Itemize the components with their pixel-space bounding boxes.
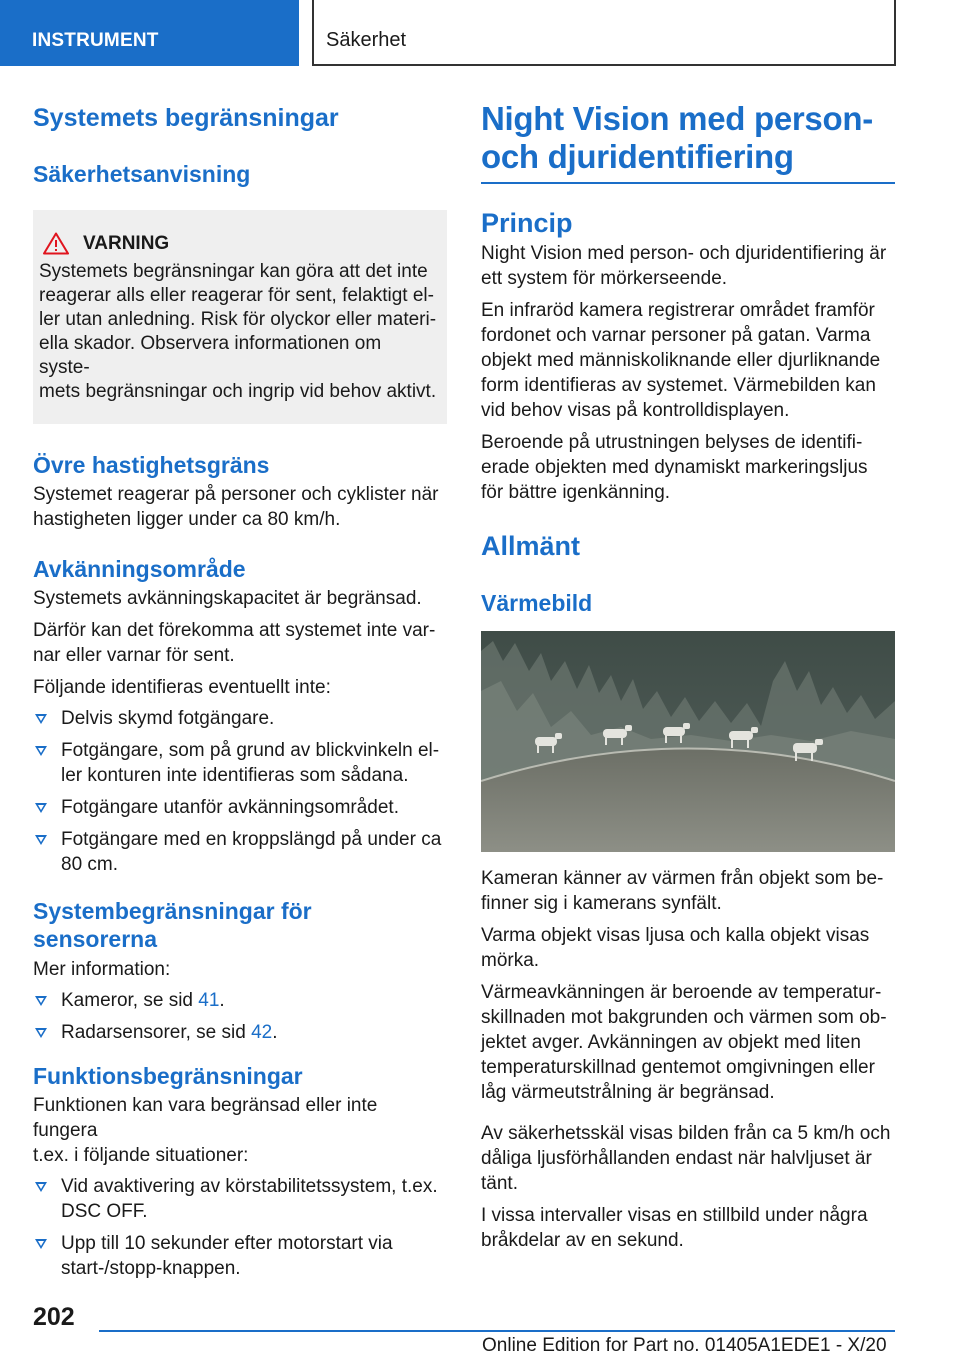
thermal-scene-illustration [481, 631, 895, 852]
image-p1: Kameran känner av värmen från objekt som be- finner sig i kamerans synfält. [481, 868, 884, 914]
function-list [33, 1174, 447, 1281]
warning-header [39, 232, 437, 255]
speed-heading: Övre hastighetsgräns [33, 452, 270, 478]
range-heading: Avkänningsområde [33, 556, 246, 582]
range-p2: Därför kan det förekomma att systemet inte var- nar eller varnar för sent. [33, 620, 436, 666]
list-item: Upp till 10 sekunder efter motorstart via start-/stopp-knappen. [33, 1231, 447, 1281]
speed-text: Systemet reagerar på personer och cyklister när hastigheten ligger under ca 80 km/h. [33, 484, 439, 530]
function-text: Funktionen kan vara begränsad eller inte fungera t.ex. i följande situationer: [33, 1095, 378, 1166]
range-p1: Systemets avkänningskapacitet är begränsad. [33, 588, 422, 609]
principle-p2: En infraröd kamera registrerar området framför fordonet och varnar personer på gatan. Varma objekt med människoliknande eller djurliknande form identifieras av systemet. Värmebilden kan vid behov visas på kontrolldisplayen. [481, 300, 881, 421]
thermal-image-heading: Värmebild [481, 590, 593, 616]
image-p2: Varma objekt visas ljusa och kalla objekt visas mörka. [481, 925, 870, 971]
list-item: Fotgängare, som på grund av blickvinkeln el- ler konturen inte identifieras som sådana. [33, 738, 447, 788]
general-heading: Allmänt [481, 531, 581, 561]
chapter-label: Säkerhet [326, 29, 407, 51]
footer-rule [99, 1330, 895, 1332]
principle-p1: Night Vision med person- och djuridentifiering är ett system för mörkerseende. [481, 243, 887, 289]
image-p5: I vissa intervaller visas en stillbild under några bråkdelar av en sekund. [481, 1205, 868, 1251]
edition-note: Online Edition for Part no. 01405A1EDE1 - X/20 [482, 1335, 887, 1356]
list-item: Vid avaktivering av körstabilitetssystem, t.ex. DSC OFF. [33, 1174, 447, 1224]
sensor-list [33, 988, 447, 1045]
left-column [33, 100, 447, 1288]
list-item: Fotgängare utanför avkänningsområdet. [33, 795, 447, 820]
safety-heading: Säkerhetsanvisning [33, 161, 251, 187]
right-column [481, 100, 895, 1253]
section-tab [0, 0, 299, 66]
page-link-42[interactable]: 42 [251, 1022, 273, 1043]
warning-box [33, 210, 447, 424]
sensor-heading: Systembegränsningar för sensorerna [33, 898, 312, 952]
list-item: Delvis skymd fotgängare. [33, 706, 447, 731]
function-heading: Funktionsbegränsningar [33, 1063, 303, 1089]
title-rule [481, 182, 895, 184]
sensor-intro: Mer information: [33, 959, 171, 980]
night-vision-title: Night Vision med person- och djuridentifiering [481, 100, 873, 175]
warning-triangle-icon [43, 232, 69, 255]
warning-text: Systemets begränsningar kan göra att det inte reagerar alls eller reagerar för sent, felaktigt el- ler utan anledning. Risk för olyckor eller materi- ella skador. Observera informationen om syste- mets begränsningar och ingrip vid behov aktivt. [39, 261, 437, 402]
warning-label: VARNING [83, 232, 170, 254]
page-link-41[interactable]: 41 [198, 990, 220, 1011]
list-item: Kameror, se sid 41. [33, 988, 447, 1013]
range-list [33, 706, 447, 877]
section-label: INSTRUMENT [32, 30, 159, 51]
image-p3: Värmeavkänningen är beroende av temperatur- skillnaden mot bakgrunden och värmen som ob- jektet avger. Avkänningen av objekt med liten temperaturskillnad gentemot omgivningen eller låg värmeutstrålning är begränsad. [481, 982, 887, 1103]
chapter-box [312, 0, 896, 66]
list-item: Radarsensorer, se sid 42. [33, 1020, 447, 1045]
principle-heading: Princip [481, 208, 573, 238]
range-p3: Följande identifieras eventuellt inte: [33, 677, 331, 698]
principle-p3: Beroende på utrustningen belyses de identifi- erade objekten med dynamiskt markeringsljus för bättre igenkänning. [481, 432, 868, 503]
image-p4: Av säkerhetsskäl visas bilden från ca 5 km/h och dåliga ljusförhållanden endast när halvljuset är tänt. [481, 1123, 891, 1194]
section-title: Systemets begränsningar [33, 104, 339, 132]
thermal-image [481, 631, 895, 852]
list-item: Fotgängare med en kroppslängd på under ca 80 cm. [33, 827, 447, 877]
page-number: 202 [33, 1303, 75, 1331]
